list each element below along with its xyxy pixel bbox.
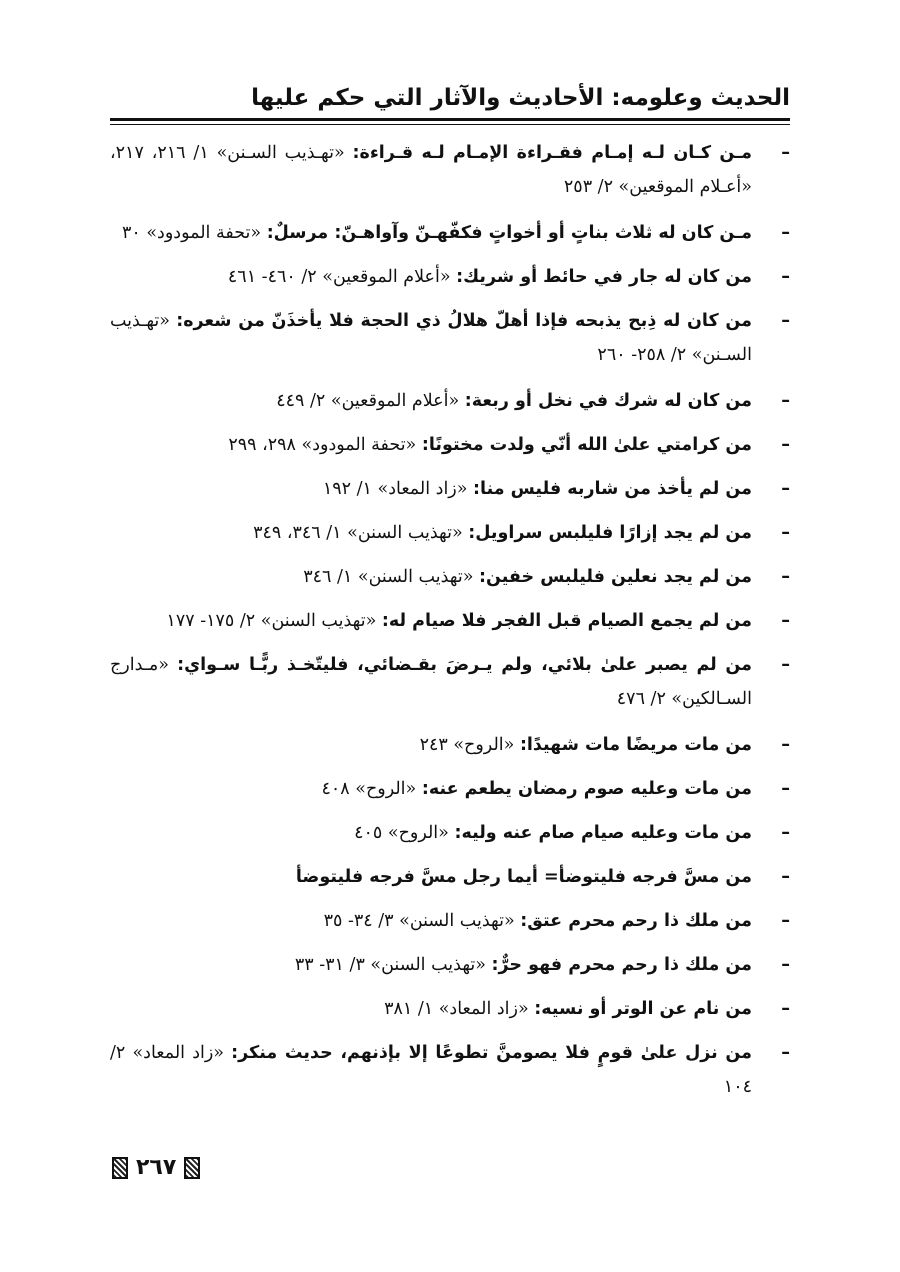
list-item — [110, 772, 790, 816]
hadith-text: من كان له شرك في نخل أو ربعة: — [464, 391, 752, 411]
ornament-icon — [112, 1157, 128, 1179]
list-item — [110, 260, 790, 304]
list-item — [110, 948, 790, 992]
entry-dash: – — [781, 735, 790, 755]
list-item — [110, 648, 790, 728]
reference-text: «تهذيب السنن» ٢/ ١٧٥- ١٧٧ — [166, 611, 377, 631]
entry-dash: – — [781, 435, 790, 455]
reference-text: «تهذيب السنن» ١/ ٣٤٦، ٣٤٩ — [253, 523, 463, 543]
reference-text: «تهـذيب السـنن» ١/ ٢١٦، ٢١٧، «أعـلام الموقعين» ٢/ ٢٥٣ — [110, 143, 752, 197]
hadith-text: من لم يجد نعلين فليلبس خفين: — [479, 567, 752, 587]
hadith-text: مـن كـان لـه إمـام فقـراءة الإمـام لـه قـراءة: — [352, 143, 752, 163]
entries-list — [110, 136, 790, 1097]
reference-text: «تهذيب السنن» ٣/ ٣٤- ٣٥ — [323, 911, 515, 931]
reference-text: «زاد المعاد» ١/ ٣٨١ — [384, 999, 529, 1019]
hadith-text: من مات وعليه صيام صام عنه وليه: — [454, 823, 752, 843]
hadith-text: من مات مريضًا مات شهيدًا: — [519, 735, 752, 755]
list-item — [110, 472, 790, 516]
reference-text: «أعلام الموقعين» ٢/ ٤٤٩ — [276, 391, 460, 411]
reference-text: «أعلام الموقعين» ٢/ ٤٦٠- ٤٦١ — [227, 267, 451, 287]
entry-dash: – — [781, 567, 790, 587]
list-item — [110, 860, 790, 904]
entry-dash: – — [781, 143, 790, 163]
entry-dash: – — [781, 523, 790, 543]
list-item — [110, 816, 790, 860]
list-item — [110, 992, 790, 1036]
hadith-text: من نزل علىٰ قومٍ فلا يصومنَّ تطوعًا إلا بإذنهم، حديث منكر: — [231, 1043, 752, 1063]
list-item — [110, 384, 790, 428]
list-item — [110, 728, 790, 772]
entry-dash: – — [781, 867, 790, 887]
list-item — [110, 904, 790, 948]
hadith-text: من نام عن الوتر أو نسيه: — [534, 999, 752, 1019]
list-item — [110, 560, 790, 604]
entry-dash: – — [781, 479, 790, 499]
entry-dash: – — [781, 823, 790, 843]
entry-dash: – — [781, 267, 790, 287]
reference-text: «مـدارج السـالكين» ٢/ ٤٧٦ — [110, 655, 752, 709]
reference-text: «الروح» ٤٠٨ — [321, 779, 417, 799]
reference-text: «الروح» ٤٠٥ — [354, 823, 449, 843]
page-footer — [112, 1156, 200, 1180]
entry-dash: – — [781, 1043, 790, 1063]
reference-text: «زاد المعاد» ٢/ ١٠٤ — [110, 1043, 752, 1097]
entry-dash: – — [781, 223, 790, 243]
entry-dash: – — [781, 779, 790, 799]
reference-text: «تهـذيب السـنن» ٢/ ٢٥٨- ٢٦٠ — [110, 311, 752, 365]
running-header: الحديث وعلومه: الأحاديث والآثار التي حكم عليها — [251, 85, 790, 111]
list-item — [110, 604, 790, 648]
list-item — [110, 516, 790, 560]
page-number: ٢٦٧ — [136, 1155, 177, 1180]
entry-dash: – — [781, 955, 790, 975]
reference-text: «تهذيب السنن» ١/ ٣٤٦ — [303, 567, 474, 587]
list-item — [110, 428, 790, 472]
reference-text: «زاد المعاد» ١/ ١٩٢ — [322, 479, 468, 499]
list-item — [110, 216, 790, 260]
hadith-text: من كرامتي علىٰ الله أنّي ولدت مختونًا: — [421, 435, 752, 455]
hadith-text: من مات وعليه صوم رمضان يطعم عنه: — [421, 779, 752, 799]
entry-dash: – — [781, 611, 790, 631]
entry-dash: – — [781, 999, 790, 1019]
reference-text: «تحفة المودود» ٣٠ — [121, 223, 262, 243]
reference-text: «الروح» ٢٤٣ — [419, 735, 515, 755]
reference-text: «تحفة المودود» ٢٩٨، ٢٩٩ — [228, 435, 417, 455]
entry-dash: – — [781, 311, 790, 331]
entry-dash: – — [781, 391, 790, 411]
entry-dash: – — [781, 655, 790, 675]
list-item — [110, 136, 790, 216]
hadith-text: من لم يأخذ من شاربه فليس منا: — [473, 479, 752, 499]
entry-dash: – — [781, 911, 790, 931]
hadith-text: من مسَّ فرجه فليتوضأ= أيما رجل مسَّ فرجه فليتوضأ — [295, 867, 752, 887]
hadith-text: من كان له جار في حائط أو شريك: — [456, 267, 752, 287]
list-item — [110, 304, 790, 384]
list-item — [110, 1036, 790, 1097]
hadith-text: من ملك ذا رحم محرم فهو حرٌّ: — [491, 955, 752, 975]
hadith-text: من لم يجد إزارًا فليلبس سراويل: — [468, 523, 752, 543]
hadith-text: من ملك ذا رحم محرم عتق: — [520, 911, 752, 931]
header-rule — [110, 118, 790, 125]
hadith-text: من كان له ذِبح يذبحه فإذا أهلّ هلالُ ذي الحجة فلا يأخذَنّ من شعره: — [176, 311, 752, 331]
reference-text: «تهذيب السنن» ٣/ ٣١- ٣٣ — [294, 955, 486, 975]
hadith-text: من لم يصبر علىٰ بلائي، ولم يـرضَ بقـضائي، فليتّخـذ ربًّـا سـواي: — [177, 655, 752, 675]
hadith-text: مـن كان له ثلاث بناتٍ أو أخواتٍ فكفّهـنّ وآواهـنّ: مرسلٌ: — [266, 223, 752, 243]
ornament-icon — [184, 1157, 200, 1179]
hadith-text: من لم يجمع الصيام قبل الفجر فلا صيام له: — [381, 611, 752, 631]
